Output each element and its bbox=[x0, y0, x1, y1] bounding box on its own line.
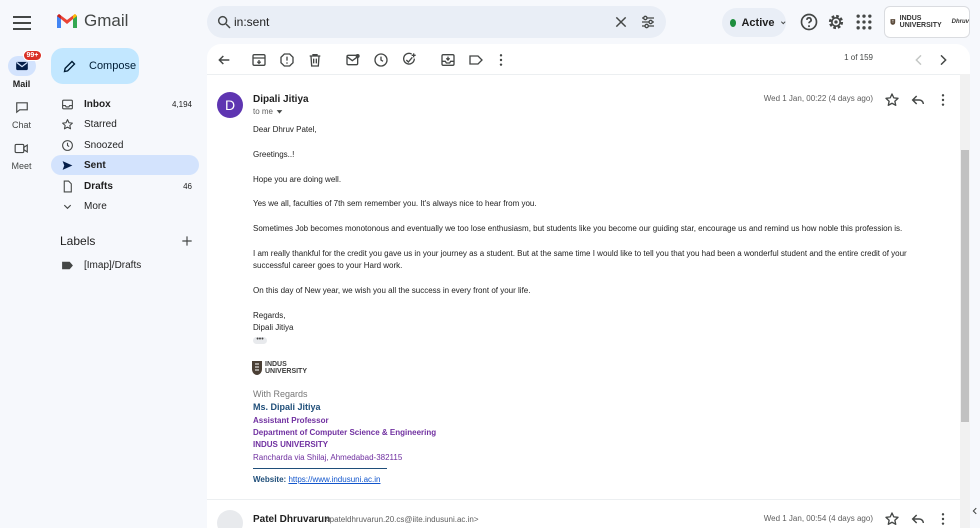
signature-logo bbox=[252, 360, 307, 376]
gmail-m-icon bbox=[56, 13, 78, 30]
archive-button[interactable] bbox=[251, 52, 267, 68]
reply-icon bbox=[910, 511, 926, 527]
move-to-button[interactable] bbox=[440, 52, 456, 68]
report-spam-button[interactable] bbox=[279, 52, 295, 68]
draft-icon bbox=[61, 180, 74, 193]
sender-avatar[interactable]: D bbox=[217, 92, 243, 118]
nav-drafts-label: Drafts bbox=[84, 180, 113, 192]
settings-button[interactable] bbox=[826, 12, 846, 32]
body-paragraph: Sometimes Job becomes monotonous and eventually we too lose enthusiasm, but students like you become our guiding star, encourage us and remind us how noble this profession is. bbox=[253, 224, 903, 233]
hamburger-icon bbox=[10, 11, 34, 35]
sig-website-link[interactable]: https://www.indusuni.ac.in bbox=[288, 475, 381, 484]
next-sender-name[interactable]: Patel Dhruvarun bbox=[253, 514, 331, 525]
inbox-icon bbox=[61, 98, 74, 111]
delete-button[interactable] bbox=[307, 52, 323, 68]
closing-line: Regards, bbox=[253, 311, 286, 320]
mail-icon bbox=[15, 60, 29, 72]
nav-inbox-label: Inbox bbox=[84, 98, 111, 110]
sig-with-regards: With Regards bbox=[253, 389, 308, 399]
sig-website-row bbox=[253, 475, 380, 484]
gmail-logo[interactable] bbox=[56, 11, 128, 31]
status-dot bbox=[730, 19, 736, 27]
back-button[interactable] bbox=[216, 52, 232, 68]
next-message-date: Wed 1 Jan, 00:54 (4 days ago) bbox=[763, 514, 873, 523]
search-icon[interactable] bbox=[216, 14, 232, 30]
sig-title: Assistant Professor bbox=[253, 416, 329, 425]
signature-logo-line1: INDUS bbox=[265, 361, 287, 368]
nav-starred[interactable] bbox=[51, 114, 199, 134]
labels-button[interactable] bbox=[468, 52, 484, 68]
message-divider bbox=[207, 499, 960, 500]
reply-button[interactable] bbox=[910, 92, 926, 108]
more-vert-icon bbox=[935, 92, 951, 108]
trash-icon bbox=[307, 52, 323, 68]
mark-unread-icon bbox=[345, 52, 361, 68]
labels-heading: Labels bbox=[60, 234, 96, 248]
label-icon bbox=[61, 260, 74, 271]
apps-button[interactable] bbox=[854, 12, 874, 32]
gear-icon bbox=[826, 12, 846, 32]
reply-button[interactable] bbox=[910, 511, 926, 527]
nav-drafts-count: 46 bbox=[183, 181, 192, 191]
chevron-right-icon bbox=[935, 52, 951, 68]
arrow-back-icon bbox=[216, 52, 232, 68]
show-trimmed-button[interactable]: ••• bbox=[253, 337, 267, 344]
rail-mail[interactable] bbox=[0, 52, 43, 89]
label-outline-icon bbox=[468, 52, 484, 68]
nav-inbox[interactable] bbox=[51, 94, 199, 114]
rail-meet[interactable] bbox=[0, 138, 43, 171]
sender-avatar[interactable] bbox=[217, 510, 243, 528]
message-date: Wed 1 Jan, 00:22 (4 days ago) bbox=[763, 94, 873, 103]
message-more-button[interactable] bbox=[935, 92, 951, 108]
more-vert-icon bbox=[493, 52, 509, 68]
nav-snoozed-label: Snoozed bbox=[84, 139, 124, 151]
pagination-text: 1 of 159 bbox=[844, 53, 873, 62]
help-button[interactable] bbox=[799, 12, 819, 32]
sender-name[interactable]: Dipali Jitiya bbox=[253, 94, 309, 105]
clock-icon bbox=[373, 52, 389, 68]
apps-grid-icon bbox=[854, 12, 874, 32]
scrollbar-thumb[interactable] bbox=[961, 150, 969, 422]
older-button[interactable] bbox=[935, 52, 951, 68]
body-paragraph: Dear Dhruv Patel, bbox=[253, 125, 317, 134]
newer-button[interactable] bbox=[911, 52, 927, 68]
star-button[interactable] bbox=[884, 511, 900, 527]
main-menu-button[interactable] bbox=[10, 11, 34, 35]
chevron-left-icon bbox=[970, 506, 980, 516]
sig-website-label: Website: bbox=[253, 475, 287, 484]
report-icon bbox=[279, 52, 295, 68]
sig-address: Rancharda via Shilaj, Ahmedabad-382115 bbox=[253, 453, 403, 462]
chevron-down-icon bbox=[62, 201, 73, 212]
body-paragraph: Yes we all, faculties of 7th sem remember you. It's always nice to hear from you. bbox=[253, 199, 537, 208]
body-paragraph: Greetings..! bbox=[253, 150, 295, 159]
app-name: Gmail bbox=[84, 11, 129, 30]
nav-snoozed[interactable] bbox=[51, 135, 199, 155]
more-options-button[interactable] bbox=[493, 52, 509, 68]
nav-drafts[interactable] bbox=[51, 176, 199, 196]
nav-inbox-count: 4,194 bbox=[171, 99, 192, 109]
plus-icon bbox=[180, 234, 194, 248]
message-panel bbox=[207, 44, 970, 528]
mark-unread-button[interactable] bbox=[345, 52, 361, 68]
account-button[interactable] bbox=[884, 6, 970, 38]
rail-mail-label: Mail bbox=[12, 79, 31, 89]
archive-icon bbox=[251, 52, 267, 68]
star-icon bbox=[884, 92, 900, 108]
more-vert-icon bbox=[935, 511, 951, 527]
clock-icon bbox=[61, 139, 74, 152]
sig-department: Department of Computer Science & Engineering bbox=[253, 428, 437, 437]
snooze-button[interactable] bbox=[373, 52, 389, 68]
signature-logo-line2: UNIVERSITY bbox=[265, 368, 308, 375]
close-icon[interactable] bbox=[613, 14, 629, 30]
signature-divider bbox=[253, 468, 387, 469]
label-imap-drafts[interactable] bbox=[51, 255, 199, 275]
body-paragraph: On this day of New year, we wish you all the success in every front of your life. bbox=[253, 286, 531, 295]
compose-label: Compose bbox=[89, 60, 137, 72]
reply-icon bbox=[910, 92, 926, 108]
status-label: Active bbox=[741, 16, 775, 29]
sig-university: INDUS UNIVERSITY bbox=[253, 440, 329, 449]
rail-chat[interactable] bbox=[0, 97, 43, 130]
org-name-line1: INDUS bbox=[899, 15, 922, 22]
add-task-button[interactable] bbox=[401, 52, 417, 68]
add-label-button[interactable] bbox=[180, 234, 194, 248]
chevron-left-icon bbox=[911, 52, 927, 68]
recipient-text: to me bbox=[253, 107, 274, 116]
send-icon bbox=[61, 159, 74, 172]
university-crest-icon bbox=[890, 15, 896, 29]
unread-badge: 99+ bbox=[23, 50, 43, 61]
nav-sent-label: Sent bbox=[84, 159, 106, 171]
chat-icon bbox=[15, 101, 29, 114]
caret-down-icon bbox=[276, 108, 283, 115]
compose-button[interactable] bbox=[51, 48, 139, 84]
pencil-icon bbox=[62, 59, 77, 74]
move-to-icon bbox=[440, 52, 456, 68]
nav-sent[interactable] bbox=[51, 155, 199, 175]
chevron-down-icon bbox=[780, 19, 786, 27]
account-name: Dhruv bbox=[951, 19, 969, 25]
side-panel-toggle[interactable] bbox=[970, 506, 980, 516]
recipients-toggle[interactable] bbox=[253, 107, 283, 116]
message-more-button[interactable] bbox=[935, 511, 951, 527]
nav-more-label: More bbox=[84, 200, 107, 212]
body-paragraph: I am really thankful for the credit you gave us in your journey as a student. But at the same time I would like to tell you that you had been a wonderful student and the entire credit of your successful career goes to your Hard work. bbox=[253, 249, 907, 270]
status-dropdown[interactable] bbox=[722, 8, 786, 37]
sig-name: Ms. Dipali Jitiya bbox=[253, 402, 321, 412]
help-icon bbox=[799, 12, 819, 32]
next-sender-email: <pateldhruvarun.20.cs@iite.indusuni.ac.in> bbox=[325, 515, 479, 524]
search-bar[interactable] bbox=[207, 6, 666, 38]
org-name-line2: UNIVERSITY bbox=[899, 22, 942, 29]
nav-starred-label: Starred bbox=[84, 118, 117, 130]
nav-more[interactable] bbox=[51, 196, 199, 216]
star-icon bbox=[61, 118, 74, 131]
video-icon bbox=[14, 143, 29, 154]
star-button[interactable] bbox=[884, 92, 900, 108]
closing-name: Dipali Jitiya bbox=[253, 323, 294, 332]
star-icon bbox=[884, 511, 900, 527]
toolbar-divider bbox=[207, 74, 960, 75]
university-crest-icon bbox=[252, 360, 262, 376]
rail-chat-label: Chat bbox=[11, 120, 31, 130]
tune-icon[interactable] bbox=[640, 14, 656, 30]
rail-meet-label: Meet bbox=[11, 161, 32, 171]
body-paragraph: Hope you are doing well. bbox=[253, 175, 342, 184]
search-input[interactable]: in:sent bbox=[234, 15, 270, 29]
label-imap-drafts-text: [Imap]/Drafts bbox=[84, 259, 142, 271]
add-task-icon bbox=[401, 52, 417, 68]
